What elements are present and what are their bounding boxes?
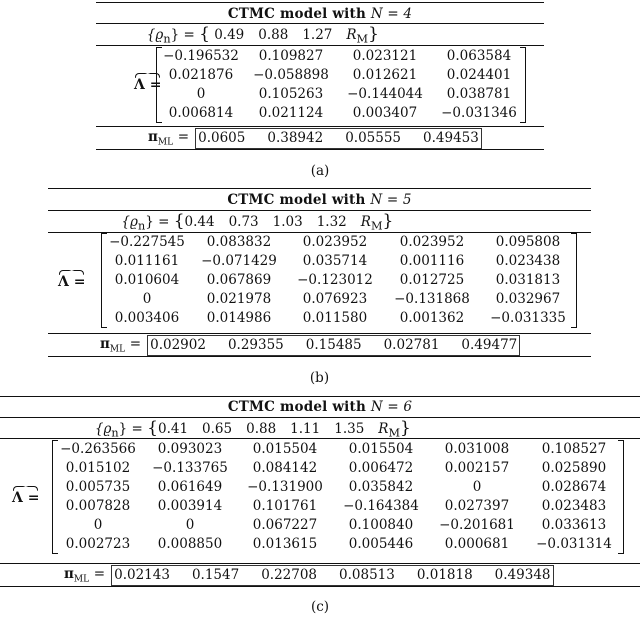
math-text: } = xyxy=(170,27,195,43)
matrix-cell: 0.023438 xyxy=(495,253,561,269)
matrix-cell: 0.038781 xyxy=(446,86,512,102)
math-text xyxy=(210,27,346,43)
rho-value: 0.41 xyxy=(157,421,189,437)
matrix-cell: 0.093023 xyxy=(157,441,223,457)
matrix-cell: −0.123012 xyxy=(297,272,373,288)
pi-value: 0.01818 xyxy=(416,567,473,583)
matrix-cell: 0.105263 xyxy=(258,86,324,102)
math-text xyxy=(185,214,361,230)
matrix-cell: 0.035842 xyxy=(348,479,414,495)
matrix-cell: −0.031335 xyxy=(490,310,566,326)
pi-ml-label xyxy=(64,566,105,585)
matrix-cell: 0.002723 xyxy=(65,536,131,552)
math-text: n xyxy=(137,219,146,233)
math-text: = xyxy=(129,336,142,353)
matrix-cell: −0.196532 xyxy=(163,48,239,64)
matrix-cell: 0.095808 xyxy=(495,234,561,250)
math-text: R xyxy=(346,27,357,43)
rho-value: 0.73 xyxy=(228,214,259,230)
matrix-cell: 0.032967 xyxy=(495,291,561,307)
pi-value: 0.15485 xyxy=(305,337,362,353)
matrix-cell: 0.001116 xyxy=(399,253,465,269)
pi-ml-vector xyxy=(195,128,482,149)
matrix-row xyxy=(157,66,525,85)
table-c xyxy=(0,394,640,619)
rho-value: 1.03 xyxy=(272,214,303,230)
n-value: N = 5 xyxy=(370,192,412,208)
rule xyxy=(96,126,544,127)
math-text: { xyxy=(147,418,158,438)
matrix-cell: 0.003407 xyxy=(352,105,418,121)
caption: (a) xyxy=(310,163,330,179)
matrix-cell: 0.011580 xyxy=(302,310,368,326)
matrix-cell: 0.067869 xyxy=(206,272,272,288)
bottom-rule xyxy=(0,586,640,587)
matrix-cell: 0.015504 xyxy=(348,441,414,457)
pi-value: 0.08513 xyxy=(339,567,395,583)
math-text: M xyxy=(370,219,383,233)
matrix-cell: 0.023483 xyxy=(541,498,607,514)
math-text xyxy=(158,421,378,437)
pi-value: 0.1547 xyxy=(191,567,240,583)
pi-ml-label xyxy=(100,336,141,355)
matrix-cell: 0 xyxy=(142,291,152,307)
matrix-cell: 0.000681 xyxy=(444,536,510,552)
rule xyxy=(0,438,640,439)
math-text: Λ = xyxy=(58,274,86,290)
math-text: { xyxy=(199,24,210,44)
matrix-cell: 0.023952 xyxy=(302,234,368,250)
math-text: } = xyxy=(118,421,143,437)
matrix-cell: 0 xyxy=(93,517,103,533)
pi-value: 0.38942 xyxy=(267,130,324,146)
pi-value: 0.49477 xyxy=(461,337,518,353)
matrix-cell: 0.021978 xyxy=(206,291,272,307)
matrix-cell: −0.227545 xyxy=(109,234,185,250)
matrix-row xyxy=(102,309,576,328)
lambda-hat-label xyxy=(12,490,39,506)
table-title xyxy=(96,4,544,24)
math-text: n xyxy=(111,426,119,440)
math-text: π xyxy=(64,566,74,583)
math-text: { xyxy=(173,211,185,231)
math-text: ML xyxy=(73,574,90,585)
matrix-cell: 0 xyxy=(472,479,482,495)
matrix-cell: 0.012621 xyxy=(352,67,418,83)
matrix-cell: 0.003914 xyxy=(157,498,223,514)
pi-value: 0.0605 xyxy=(198,130,246,146)
top-rule xyxy=(48,188,591,189)
matrix-cell: 0.007828 xyxy=(65,498,131,514)
matrix-cell: 0.002157 xyxy=(444,460,510,476)
matrix-row xyxy=(157,85,525,104)
rho-value: 0.88 xyxy=(246,421,277,437)
matrix-row xyxy=(157,104,525,123)
math-text: {ϱ xyxy=(94,421,112,437)
matrix-cell: −0.031346 xyxy=(441,105,517,121)
math-text: } xyxy=(400,418,411,438)
matrix-row xyxy=(53,516,623,535)
bottom-rule xyxy=(96,149,544,150)
matrix-cell: 0.024401 xyxy=(446,67,512,83)
matrix-cell: 0.031813 xyxy=(495,272,561,288)
matrix-cell: 0.028674 xyxy=(541,479,607,495)
bottom-rule xyxy=(48,356,591,357)
math-text: Λ = xyxy=(134,77,162,93)
matrix-row xyxy=(102,233,576,252)
rule xyxy=(0,563,640,564)
math-text: π xyxy=(148,129,158,146)
matrix-row xyxy=(53,478,623,497)
rho-value: 1.27 xyxy=(302,27,333,43)
pi-ml-row xyxy=(64,565,554,586)
lambda-matrix xyxy=(101,233,577,328)
rule xyxy=(96,45,544,46)
math-text: π xyxy=(100,336,110,353)
math-text: CTMC model with xyxy=(227,399,366,415)
matrix-cell: −0.263566 xyxy=(60,441,136,457)
lambda-hat-label xyxy=(58,274,85,290)
matrix-row xyxy=(53,459,623,478)
matrix-cell: 0.006814 xyxy=(168,105,234,121)
table-a xyxy=(96,0,544,200)
matrix-cell: 0.006472 xyxy=(348,460,414,476)
pi-value: 0.05555 xyxy=(345,130,402,146)
matrix-cell: 0.101761 xyxy=(252,498,318,514)
matrix-cell: 0.109827 xyxy=(258,48,324,64)
math-text: R xyxy=(378,421,389,437)
rho-row xyxy=(96,24,544,45)
pi-ml-vector xyxy=(111,565,553,586)
rho-value: 0.65 xyxy=(202,421,233,437)
matrix-cell: −0.133765 xyxy=(152,460,228,476)
rho-value: 0.49 xyxy=(214,27,245,43)
pi-ml-row xyxy=(148,128,482,149)
pi-ml-row xyxy=(100,335,520,356)
pi-value: 0.02781 xyxy=(383,337,440,353)
rho-value: 0.44 xyxy=(184,214,215,230)
matrix-cell: −0.164384 xyxy=(343,498,419,514)
math-text: = xyxy=(177,129,190,146)
matrix-cell: −0.058898 xyxy=(253,67,329,83)
matrix-cell: 0.061649 xyxy=(157,479,223,495)
matrix-cell: 0.083832 xyxy=(206,234,272,250)
math-text: } = xyxy=(145,214,170,230)
matrix-row xyxy=(102,252,576,271)
rule xyxy=(48,333,591,334)
math-text: R xyxy=(360,214,371,230)
rho-row xyxy=(0,418,640,439)
matrix-cell: 0.023121 xyxy=(352,48,418,64)
top-rule xyxy=(96,2,544,3)
math-text: } xyxy=(382,211,394,231)
matrix-cell: 0.063584 xyxy=(446,48,512,64)
lambda-matrix xyxy=(156,47,526,123)
pi-value: 0.22708 xyxy=(261,567,318,583)
matrix-cell: 0.076923 xyxy=(302,291,368,307)
matrix-cell: 0.015102 xyxy=(65,460,131,476)
matrix-row xyxy=(53,440,623,459)
math-text: = xyxy=(93,566,106,583)
n-value: N = 4 xyxy=(370,6,413,22)
math-text: Λ = xyxy=(12,490,40,506)
math-text: ML xyxy=(109,344,126,355)
table-title xyxy=(0,397,640,417)
math-text: {ϱ xyxy=(121,214,138,230)
rho-value: 1.35 xyxy=(334,421,365,437)
matrix-cell: 0.100840 xyxy=(348,517,414,533)
matrix-cell: 0.001362 xyxy=(399,310,465,326)
math-text: n xyxy=(163,32,171,46)
rho-value: 1.32 xyxy=(316,214,347,230)
caption: (c) xyxy=(310,599,330,615)
matrix-cell: 0.035714 xyxy=(302,253,368,269)
matrix-cell: 0.005735 xyxy=(65,479,131,495)
pi-value: 0.02143 xyxy=(114,567,170,583)
matrix-cell: 0.108527 xyxy=(541,441,607,457)
math-text: M xyxy=(388,426,400,440)
matrix-cell: −0.201681 xyxy=(439,517,515,533)
math-text: CTMC model with xyxy=(227,6,366,22)
math-text: ML xyxy=(157,137,174,148)
matrix-cell: 0.014986 xyxy=(206,310,272,326)
pi-ml-label xyxy=(148,129,189,148)
matrix-row xyxy=(102,271,576,290)
matrix-cell: 0.023952 xyxy=(399,234,465,250)
table-b xyxy=(48,186,591,391)
table-title xyxy=(48,190,591,210)
matrix-cell: 0.084142 xyxy=(252,460,318,476)
pi-ml-vector xyxy=(147,335,520,356)
pi-value: 0.49453 xyxy=(423,130,479,146)
pi-value: 0.29355 xyxy=(227,337,284,353)
matrix-cell: 0.027397 xyxy=(444,498,510,514)
rho-value: 0.88 xyxy=(258,27,289,43)
matrix-cell: −0.071429 xyxy=(201,253,277,269)
matrix-row xyxy=(53,497,623,516)
matrix-cell: 0.011161 xyxy=(114,253,180,269)
pi-value: 0.02902 xyxy=(150,337,206,353)
matrix-cell: 0.031008 xyxy=(444,441,510,457)
matrix-cell: 0.067227 xyxy=(252,517,318,533)
matrix-cell: 0.003406 xyxy=(114,310,180,326)
matrix-cell: 0 xyxy=(185,517,195,533)
matrix-cell: 0 xyxy=(196,86,206,102)
lambda-matrix xyxy=(52,440,624,554)
matrix-cell: −0.131900 xyxy=(247,479,323,495)
math-text: CTMC model with xyxy=(227,192,366,208)
matrix-row xyxy=(102,290,576,309)
math-text: } xyxy=(368,24,379,44)
math-text: {ϱ xyxy=(146,27,164,43)
caption: (b) xyxy=(309,370,330,386)
matrix-cell: 0.013615 xyxy=(252,536,318,552)
matrix-cell: 0.010604 xyxy=(114,272,180,288)
matrix-cell: −0.031314 xyxy=(536,536,612,552)
matrix-cell: 0.012725 xyxy=(399,272,465,288)
matrix-row xyxy=(157,47,525,66)
matrix-cell: 0.021876 xyxy=(168,67,234,83)
matrix-cell: 0.005446 xyxy=(348,536,414,552)
matrix-cell: 0.033613 xyxy=(541,517,607,533)
matrix-cell: 0.025890 xyxy=(541,460,607,476)
rho-value: 1.11 xyxy=(290,421,321,437)
n-value: N = 6 xyxy=(370,399,413,415)
rho-row xyxy=(48,211,591,232)
matrix-cell: 0.021124 xyxy=(258,105,324,121)
matrix-cell: −0.144044 xyxy=(347,86,423,102)
matrix-row xyxy=(53,535,623,554)
matrix-cell: −0.131868 xyxy=(394,291,470,307)
math-text: M xyxy=(356,32,369,46)
pi-value: 0.49348 xyxy=(494,567,551,583)
matrix-cell: 0.015504 xyxy=(252,441,318,457)
matrix-cell: 0.008850 xyxy=(157,536,223,552)
